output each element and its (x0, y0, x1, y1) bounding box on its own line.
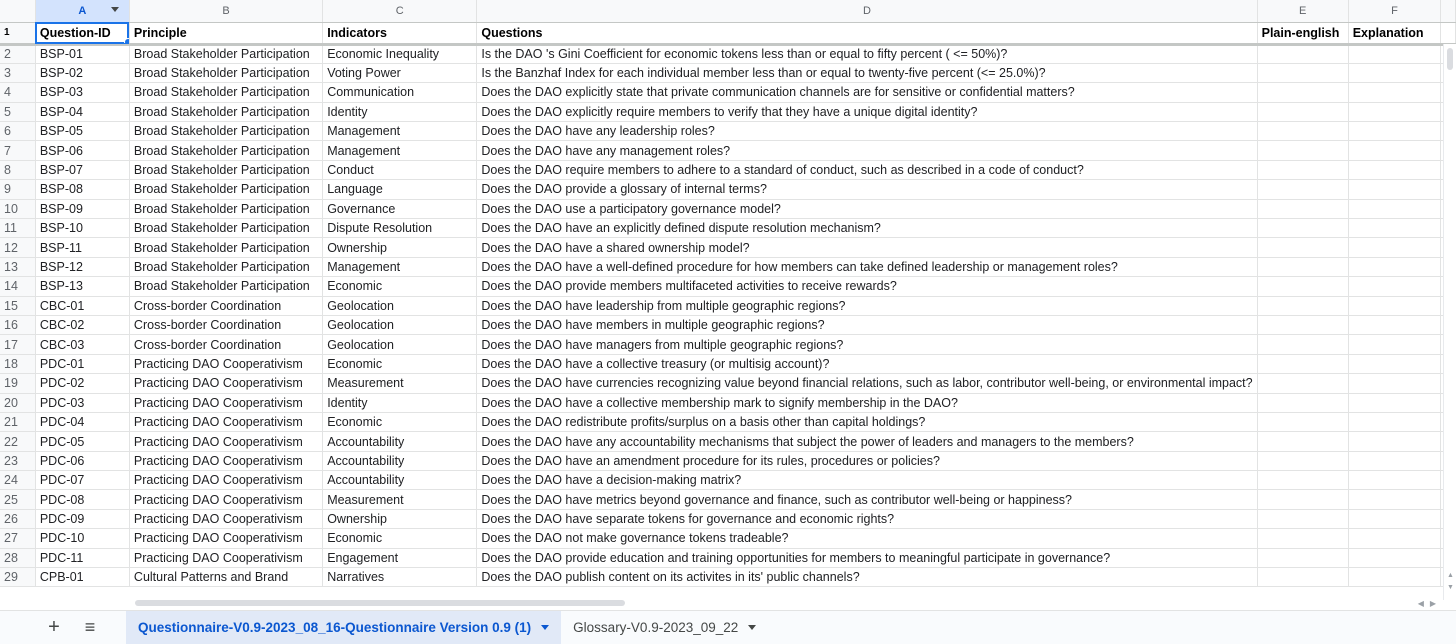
cell-empty[interactable] (1348, 529, 1440, 548)
cell-question[interactable]: Does the DAO use a participatory governance model? (477, 199, 1257, 218)
cell-indicator[interactable]: Economic (323, 277, 477, 296)
cell-question[interactable]: Does the DAO not make governance tokens tradeable? (477, 529, 1257, 548)
cell-principle[interactable]: Practicing DAO Cooperativism (129, 490, 322, 509)
cell-indicator[interactable]: Ownership (323, 509, 477, 528)
tab-glossary[interactable] (561, 611, 768, 644)
cell-indicator[interactable]: Management (323, 122, 477, 141)
cell-plain-english-header[interactable]: Plain-english (1257, 22, 1348, 44)
cell-question-id[interactable]: BSP-02 (35, 63, 129, 82)
table-row (0, 568, 1456, 587)
cell-indicator[interactable]: Dispute Resolution (323, 219, 477, 238)
row-number[interactable]: 6 (0, 122, 35, 141)
row-number[interactable]: 22 (0, 432, 35, 451)
cell-indicator[interactable]: Economic (323, 412, 477, 431)
cell-empty[interactable] (1348, 432, 1440, 451)
cell-empty[interactable] (1257, 199, 1348, 218)
horizontal-scroll-buttons[interactable]: ◀▶ (1417, 599, 1442, 608)
cell-principle[interactable]: Broad Stakeholder Participation (129, 277, 322, 296)
cell-empty[interactable] (1257, 393, 1348, 412)
cell-empty[interactable] (1257, 296, 1348, 315)
cell-empty[interactable] (1348, 44, 1440, 63)
cell-question-id[interactable]: BSP-11 (35, 238, 129, 257)
cell-question-id[interactable]: CBC-02 (35, 315, 129, 334)
tab-questionnaire[interactable] (126, 611, 561, 644)
cell-empty[interactable] (1348, 412, 1440, 431)
cell-empty[interactable] (1348, 374, 1440, 393)
cell-principle[interactable]: Broad Stakeholder Participation (129, 102, 322, 121)
cell-question[interactable]: Does the DAO provide education and training opportunities for members to meaningful participate in governance? (477, 548, 1257, 567)
cell-empty[interactable] (1441, 22, 1456, 44)
sheet-tab-label: Questionnaire-V0.9-2023_08_16-Questionnaire Version 0.9 (1) (138, 620, 532, 635)
cell-question-id[interactable]: PDC-04 (35, 412, 129, 431)
cell-empty[interactable] (1257, 432, 1348, 451)
cell-question[interactable]: Does the DAO explicitly state that private communication channels are for sensitive or confidential matters? (477, 83, 1257, 102)
cell-principle[interactable]: Practicing DAO Cooperativism (129, 393, 322, 412)
cell-question[interactable]: Does the DAO have a collective membership mark to signify membership in the DAO? (477, 393, 1257, 412)
row-number[interactable]: 29 (0, 568, 35, 587)
table-row (0, 374, 1456, 393)
row-number[interactable]: 2 (0, 44, 35, 63)
cell-indicator[interactable]: Geolocation (323, 296, 477, 315)
row-number[interactable]: 25 (0, 490, 35, 509)
cell-empty[interactable] (1348, 219, 1440, 238)
cell-question-id[interactable]: PDC-10 (35, 529, 129, 548)
table-row (0, 44, 1456, 63)
table-row (0, 180, 1456, 199)
table-row (0, 432, 1456, 451)
row-number[interactable]: 5 (0, 102, 35, 121)
cell-indicator[interactable]: Accountability (323, 471, 477, 490)
row-number[interactable]: 13 (0, 257, 35, 276)
table-row (0, 277, 1456, 296)
cell-empty[interactable] (1348, 548, 1440, 567)
row-number[interactable]: 24 (0, 471, 35, 490)
cell-principle[interactable]: Practicing DAO Cooperativism (129, 432, 322, 451)
cell-empty[interactable] (1257, 180, 1348, 199)
plus-icon: + (48, 616, 60, 638)
cell-question-id[interactable]: CBC-03 (35, 335, 129, 354)
cell-indicator[interactable]: Identity (323, 393, 477, 412)
cell-empty[interactable] (1348, 509, 1440, 528)
cell-question-id[interactable]: PDC-03 (35, 393, 129, 412)
table-row (0, 548, 1456, 567)
cell-principle[interactable]: Cross-border Coordination (129, 315, 322, 334)
chevron-down-icon[interactable] (748, 625, 756, 630)
cell-question[interactable]: Does the DAO redistribute profits/surplus on a basis other than capital holdings? (477, 412, 1257, 431)
cell-question[interactable]: Does the DAO require members to adhere to a standard of conduct, such as described in a code of conduct? (477, 160, 1257, 179)
cell-indicator[interactable]: Communication (323, 83, 477, 102)
column-header-e[interactable]: E (1257, 0, 1348, 22)
cell-principle[interactable]: Practicing DAO Cooperativism (129, 471, 322, 490)
add-sheet-button[interactable] (36, 611, 72, 644)
cell-question-id[interactable]: PDC-08 (35, 490, 129, 509)
cell-principle[interactable]: Practicing DAO Cooperativism (129, 548, 322, 567)
row-number[interactable]: 8 (0, 160, 35, 179)
cell-empty[interactable] (1348, 315, 1440, 334)
cell-empty[interactable] (1348, 257, 1440, 276)
table-row (0, 509, 1456, 528)
table-row (0, 393, 1456, 412)
cell-question-id[interactable]: PDC-09 (35, 509, 129, 528)
cell-empty[interactable] (1257, 354, 1348, 373)
cell-empty[interactable] (1257, 568, 1348, 587)
column-header-b[interactable]: B (129, 0, 322, 22)
cell-question[interactable]: Does the DAO publish content on its activites in its' public channels? (477, 568, 1257, 587)
cell-question[interactable]: Does the DAO have separate tokens for governance and economic rights? (477, 509, 1257, 528)
cell-question-id[interactable]: BSP-08 (35, 180, 129, 199)
cell-empty[interactable] (1257, 335, 1348, 354)
column-letter: A (78, 4, 87, 17)
cell-principle[interactable]: Broad Stakeholder Participation (129, 219, 322, 238)
table-row (0, 257, 1456, 276)
cell-principle[interactable]: Practicing DAO Cooperativism (129, 412, 322, 431)
cell-empty[interactable] (1348, 393, 1440, 412)
cell-question[interactable]: Does the DAO explicitly require members to verify that they have a unique digital identity? (477, 102, 1257, 121)
cell-empty[interactable] (1257, 529, 1348, 548)
cell-indicator[interactable]: Governance (323, 199, 477, 218)
column-header-d[interactable]: D (477, 0, 1257, 22)
cell-question-id[interactable]: PDC-06 (35, 451, 129, 470)
row-number[interactable]: 14 (0, 277, 35, 296)
chevron-down-icon[interactable] (541, 625, 549, 630)
cell-indicator[interactable]: Language (323, 180, 477, 199)
cell-principle[interactable]: Broad Stakeholder Participation (129, 63, 322, 82)
cell-question[interactable]: Is the Banzhaf Index for each individual member less than or equal to twenty-five percent (<= 25.0%)? (477, 63, 1257, 82)
cell-question[interactable]: Does the DAO provide a glossary of internal terms? (477, 180, 1257, 199)
cell-indicator[interactable]: Management (323, 141, 477, 160)
cell-empty[interactable] (1348, 63, 1440, 82)
horizontal-scrollbar[interactable] (135, 598, 1405, 608)
cell-empty[interactable] (1257, 257, 1348, 276)
horizontal-scroll-thumb[interactable] (135, 600, 625, 606)
cell-question[interactable]: Does the DAO have members in multiple geographic regions? (477, 315, 1257, 334)
cell-principle[interactable]: Practicing DAO Cooperativism (129, 374, 322, 393)
cell-empty[interactable] (1257, 451, 1348, 470)
cell-indicator[interactable]: Accountability (323, 451, 477, 470)
cell-principle[interactable]: Broad Stakeholder Participation (129, 122, 322, 141)
cell-principle[interactable]: Cultural Patterns and Brand (129, 568, 322, 587)
cell-indicator[interactable]: Ownership (323, 238, 477, 257)
cell-indicator[interactable]: Accountability (323, 432, 477, 451)
scroll-down-icon[interactable]: ▼ (1447, 584, 1454, 591)
cell-principle[interactable]: Practicing DAO Cooperativism (129, 529, 322, 548)
cell-indicator[interactable]: Economic (323, 354, 477, 373)
cell-principle[interactable]: Broad Stakeholder Participation (129, 141, 322, 160)
cell-question[interactable]: Does the DAO have currencies recognizing value beyond financial relations, such as labor, contributor well-being, or environmental impact? (477, 374, 1257, 393)
cell-empty[interactable] (1257, 548, 1348, 567)
row-number[interactable]: 17 (0, 335, 35, 354)
cell-principle[interactable]: Broad Stakeholder Participation (129, 160, 322, 179)
cell-explanation-header[interactable]: Explanation (1348, 22, 1440, 44)
cell-question[interactable]: Does the DAO have any accountability mechanisms that subject the power of leaders and managers to the members? (477, 432, 1257, 451)
cell-indicator[interactable]: Conduct (323, 160, 477, 179)
cell-principle[interactable]: Cross-border Coordination (129, 335, 322, 354)
cell-empty[interactable] (1257, 471, 1348, 490)
row-number[interactable]: 1 (0, 22, 35, 44)
cell-empty[interactable] (1257, 102, 1348, 121)
table-row (0, 412, 1456, 431)
cell-indicator[interactable]: Management (323, 257, 477, 276)
cell-empty[interactable] (1257, 122, 1348, 141)
table-row (0, 354, 1456, 373)
cell-principle[interactable]: Broad Stakeholder Participation (129, 257, 322, 276)
cell-principle[interactable]: Broad Stakeholder Participation (129, 199, 322, 218)
cell-empty[interactable] (1348, 238, 1440, 257)
row-number[interactable]: 11 (0, 219, 35, 238)
row-number[interactable]: 18 (0, 354, 35, 373)
row-number[interactable]: 4 (0, 83, 35, 102)
cell-principle[interactable]: Practicing DAO Cooperativism (129, 509, 322, 528)
row-number[interactable]: 3 (0, 63, 35, 82)
cell-empty[interactable] (1348, 568, 1440, 587)
cell-indicator[interactable]: Economic Inequality (323, 44, 477, 63)
cell-indicator[interactable]: Measurement (323, 374, 477, 393)
cell-question-id[interactable]: BSP-05 (35, 122, 129, 141)
row-number[interactable]: 20 (0, 393, 35, 412)
cell-empty[interactable] (1348, 490, 1440, 509)
cell-empty[interactable] (1348, 199, 1440, 218)
scroll-up-icon[interactable]: ▲ (1447, 572, 1454, 579)
cell-empty[interactable] (1257, 374, 1348, 393)
table-row (0, 83, 1456, 102)
cell-empty[interactable] (1348, 471, 1440, 490)
cell-indicator[interactable]: Narratives (323, 568, 477, 587)
cell-question[interactable]: Does the DAO have any management roles? (477, 141, 1257, 160)
cell-empty[interactable] (1348, 122, 1440, 141)
row-number[interactable]: 21 (0, 412, 35, 431)
cell-question-id[interactable]: PDC-05 (35, 432, 129, 451)
cell-indicators-header[interactable]: Indicators (323, 22, 477, 44)
all-sheets-button[interactable] (72, 611, 108, 644)
table-row (0, 451, 1456, 470)
cell-question-id[interactable]: BSP-07 (35, 160, 129, 179)
sheet-tab-label: Glossary-V0.9-2023_09_22 (573, 620, 739, 635)
cell-empty[interactable] (1257, 160, 1348, 179)
column-header-f[interactable]: F (1348, 0, 1440, 22)
row-number[interactable]: 15 (0, 296, 35, 315)
cell-question[interactable]: Does the DAO have metrics beyond governance and finance, such as contributor well-being or happiness? (477, 490, 1257, 509)
table-row (0, 199, 1456, 218)
cell-indicator[interactable]: Voting Power (323, 63, 477, 82)
cell-question-id[interactable]: PDC-02 (35, 374, 129, 393)
cell-question[interactable]: Does the DAO have a shared ownership model? (477, 238, 1257, 257)
cell-indicator[interactable]: Engagement (323, 548, 477, 567)
cell-question-id[interactable]: PDC-07 (35, 471, 129, 490)
cell-question-id[interactable]: CPB-01 (35, 568, 129, 587)
header-row (0, 22, 1456, 44)
row-number[interactable]: 10 (0, 199, 35, 218)
cell-empty[interactable] (1257, 412, 1348, 431)
cell-question-id[interactable]: CBC-01 (35, 296, 129, 315)
column-header-g[interactable] (1441, 0, 1456, 22)
menu-icon: ≡ (84, 617, 96, 637)
cell-empty[interactable] (1257, 219, 1348, 238)
cell-empty[interactable] (1257, 315, 1348, 334)
cell-empty[interactable] (1257, 44, 1348, 63)
cell-empty[interactable] (1257, 277, 1348, 296)
cell-question[interactable]: Does the DAO have an explicitly defined dispute resolution mechanism? (477, 219, 1257, 238)
cell-question-id[interactable]: BSP-13 (35, 277, 129, 296)
table-row (0, 315, 1456, 334)
cell-principle[interactable]: Practicing DAO Cooperativism (129, 354, 322, 373)
table-row (0, 471, 1456, 490)
cell-principle[interactable]: Broad Stakeholder Participation (129, 83, 322, 102)
cell-indicator[interactable]: Geolocation (323, 315, 477, 334)
cell-question-id[interactable]: PDC-01 (35, 354, 129, 373)
cell-principle[interactable]: Broad Stakeholder Participation (129, 44, 322, 63)
cell-questions-header[interactable]: Questions (477, 22, 1257, 44)
cell-empty[interactable] (1348, 451, 1440, 470)
cell-empty[interactable] (1257, 238, 1348, 257)
cell-empty[interactable] (1348, 296, 1440, 315)
cell-empty[interactable] (1257, 509, 1348, 528)
cell-question[interactable]: Does the DAO have a decision-making matrix? (477, 471, 1257, 490)
cell-empty[interactable] (1257, 63, 1348, 82)
table-row (0, 160, 1456, 179)
column-header-row (0, 0, 1456, 22)
vertical-scrollbar[interactable] (1443, 44, 1456, 600)
chevron-down-icon[interactable] (111, 7, 119, 12)
cell-principle[interactable]: Broad Stakeholder Participation (129, 238, 322, 257)
table-row (0, 122, 1456, 141)
cell-question-id[interactable]: BSP-01 (35, 44, 129, 63)
cell-indicator[interactable]: Measurement (323, 490, 477, 509)
cell-question[interactable]: Does the DAO have a well-defined procedure for how members can take defined leadership or management roles? (477, 257, 1257, 276)
row-number[interactable]: 9 (0, 180, 35, 199)
cell-question-id[interactable]: BSP-03 (35, 83, 129, 102)
cell-question-id[interactable]: BSP-10 (35, 219, 129, 238)
cell-indicator[interactable]: Identity (323, 102, 477, 121)
cell-indicator[interactable]: Geolocation (323, 335, 477, 354)
row-number[interactable]: 16 (0, 315, 35, 334)
cell-question-id[interactable]: BSP-04 (35, 102, 129, 121)
table-row (0, 490, 1456, 509)
cell-principle[interactable]: Broad Stakeholder Participation (129, 180, 322, 199)
cell-empty[interactable] (1257, 83, 1348, 102)
sheet-tab-bar (0, 610, 1456, 644)
table-row (0, 335, 1456, 354)
select-all-corner[interactable] (0, 0, 35, 22)
cell-question[interactable]: Does the DAO have a collective treasury (or multisig account)? (477, 354, 1257, 373)
row-number[interactable]: 23 (0, 451, 35, 470)
table-row (0, 238, 1456, 257)
table-row (0, 102, 1456, 121)
row-number[interactable]: 7 (0, 141, 35, 160)
cell-empty[interactable] (1348, 102, 1440, 121)
column-header-a[interactable] (35, 0, 129, 22)
cell-principle-header[interactable]: Principle (129, 22, 322, 44)
row-number[interactable]: 27 (0, 529, 35, 548)
cell-empty[interactable] (1257, 490, 1348, 509)
cell-question[interactable]: Does the DAO have leadership from multiple geographic regions? (477, 296, 1257, 315)
cell-question-id[interactable]: PDC-11 (35, 548, 129, 567)
cell-empty[interactable] (1348, 141, 1440, 160)
row-number[interactable]: 28 (0, 548, 35, 567)
vertical-scroll-thumb[interactable] (1447, 48, 1453, 70)
cell-question[interactable]: Does the DAO provide members multifaceted activities to receive rewards? (477, 277, 1257, 296)
table-row (0, 296, 1456, 315)
cell-question[interactable]: Does the DAO have an amendment procedure for its rules, procedures or policies? (477, 451, 1257, 470)
cell-question-id[interactable]: BSP-06 (35, 141, 129, 160)
cell-indicator[interactable]: Economic (323, 529, 477, 548)
cell-question[interactable]: Does the DAO have managers from multiple geographic regions? (477, 335, 1257, 354)
cell-principle[interactable]: Cross-border Coordination (129, 296, 322, 315)
table-row (0, 219, 1456, 238)
cell-question-id[interactable]: BSP-12 (35, 257, 129, 276)
cell-question-id-header[interactable]: Question-ID (35, 22, 129, 44)
cell-empty[interactable] (1348, 354, 1440, 373)
row-number[interactable]: 12 (0, 238, 35, 257)
cell-question-id[interactable]: BSP-09 (35, 199, 129, 218)
table-row (0, 141, 1456, 160)
column-header-c[interactable]: C (323, 0, 477, 22)
row-number[interactable]: 19 (0, 374, 35, 393)
cell-empty[interactable] (1348, 160, 1440, 179)
table-row (0, 529, 1456, 548)
cell-empty[interactable] (1348, 180, 1440, 199)
cell-empty[interactable] (1257, 141, 1348, 160)
cell-empty[interactable] (1348, 83, 1440, 102)
cell-principle[interactable]: Practicing DAO Cooperativism (129, 451, 322, 470)
row-number[interactable]: 26 (0, 509, 35, 528)
cell-question[interactable]: Does the DAO have any leadership roles? (477, 122, 1257, 141)
cell-question[interactable]: Is the DAO 's Gini Coefficient for economic tokens less than or equal to fifty percent ( <= 50%)? (477, 44, 1257, 63)
cell-empty[interactable] (1348, 335, 1440, 354)
cell-empty[interactable] (1348, 277, 1440, 296)
table-row (0, 63, 1456, 82)
